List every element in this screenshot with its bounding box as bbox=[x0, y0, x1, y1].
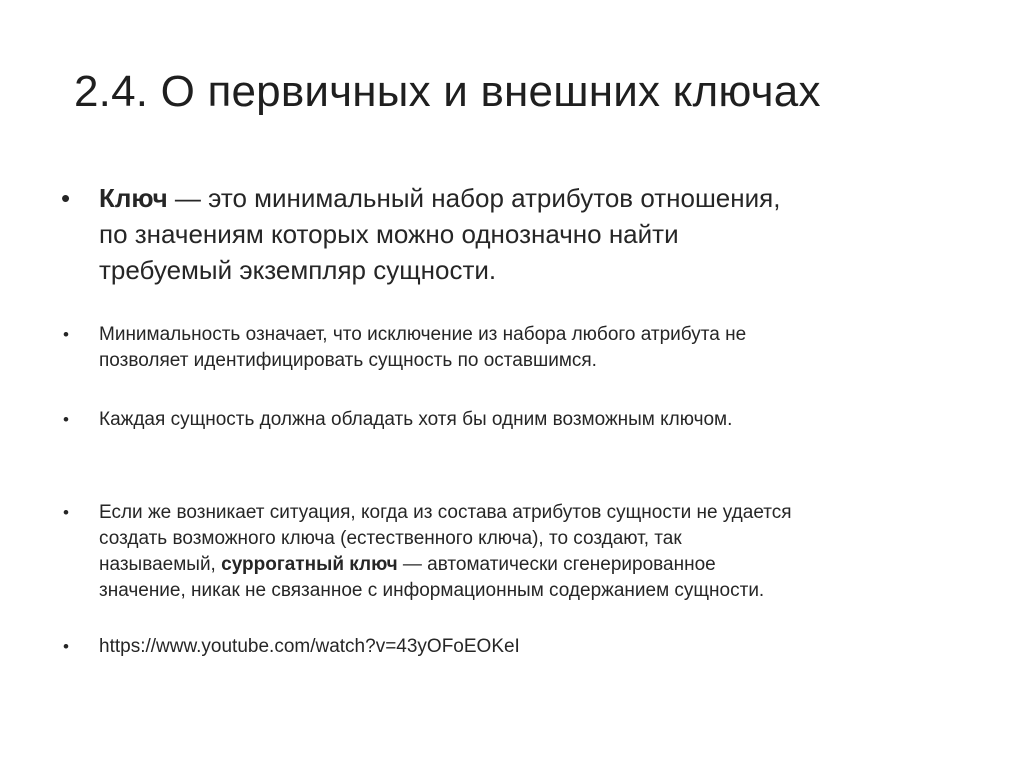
surrogate-line-3 bbox=[99, 552, 959, 578]
bullet-text bbox=[99, 634, 959, 660]
surrogate-key-term: суррогатный ключ bbox=[221, 554, 398, 575]
bullet-text bbox=[99, 407, 959, 433]
each-entity-line-1: Каждая сущность должна обладать хотя бы одним возможным ключом. bbox=[99, 409, 733, 430]
bullet-dot: • bbox=[63, 637, 69, 656]
key-definition-line-1: — это минимальный набор атрибутов отношения, bbox=[167, 183, 781, 213]
surrogate-line-3-before: называемый, bbox=[99, 554, 222, 575]
surrogate-line-1: Если же возникает ситуация, когда из состава атрибутов сущности не удается bbox=[99, 502, 792, 523]
bullet-dot: • bbox=[63, 325, 69, 344]
video-url[interactable]: https://www.youtube.com/watch?v=43yOFoEOKeI bbox=[99, 636, 520, 657]
bullet-text bbox=[99, 322, 959, 374]
minimality-line-2: позволяет идентифицировать сущность по оставшимся. bbox=[99, 350, 597, 371]
bullet-dot: • bbox=[63, 410, 69, 429]
minimality-line-1: Минимальность означает, что исключение из набора любого атрибута не bbox=[99, 324, 747, 345]
key-definition-line-3: требуемый экземпляр сущности. bbox=[99, 255, 497, 285]
surrogate-line-4: значение, никак не связанное с информационным содержанием сущности. bbox=[99, 580, 765, 601]
bullet-dot: • bbox=[61, 183, 71, 213]
bullet-line bbox=[99, 180, 959, 216]
key-term: Ключ bbox=[99, 183, 168, 213]
bullet-text bbox=[99, 180, 959, 288]
surrogate-line-3-after: — автоматически сгенерированное bbox=[397, 554, 716, 575]
slide-title: 2.4. О первичных и внешних ключах bbox=[74, 67, 821, 116]
key-definition-line-2: по значениям которых можно однозначно найти bbox=[99, 219, 679, 249]
bullet-text bbox=[99, 500, 959, 604]
bullet-dot: • bbox=[63, 503, 69, 522]
surrogate-line-2: создать возможного ключа (естественного ключа), то создают, так bbox=[99, 528, 682, 549]
